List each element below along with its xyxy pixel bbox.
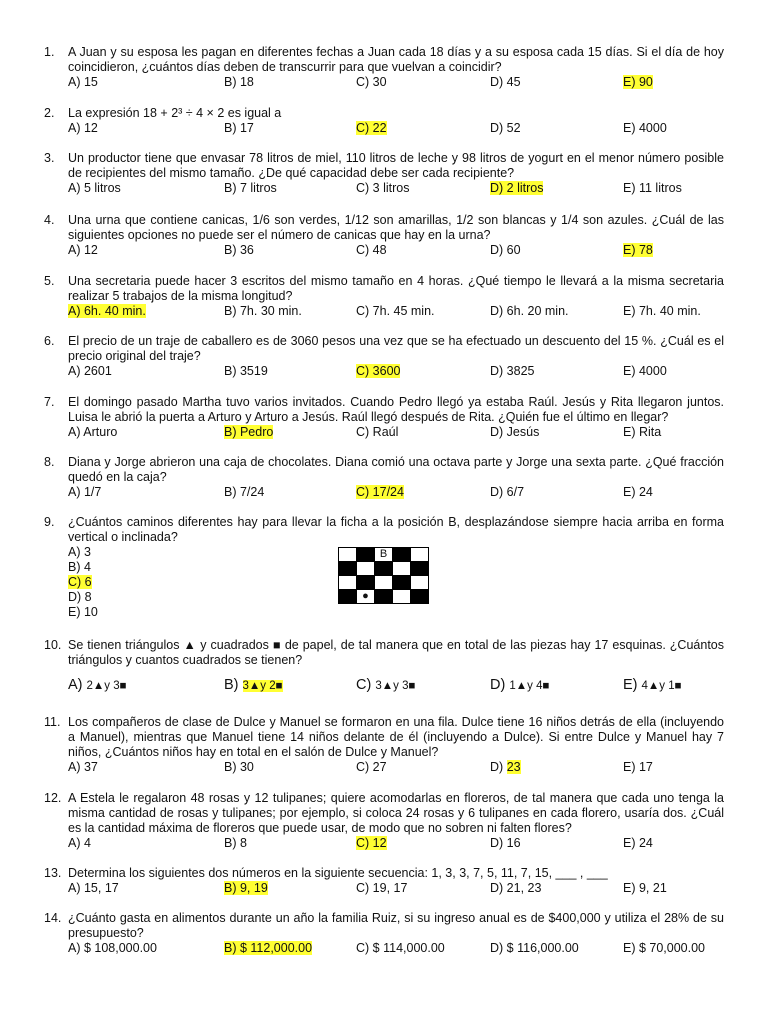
option-d[interactable] <box>490 881 541 896</box>
option-a[interactable] <box>68 678 127 694</box>
option-c[interactable] <box>356 485 404 500</box>
question-number: 2. <box>44 106 55 120</box>
option-d[interactable] <box>490 941 579 956</box>
option-e[interactable] <box>623 243 653 258</box>
option-b[interactable] <box>224 304 302 319</box>
option-label: B) 7h. 30 min. <box>224 304 302 318</box>
grid-cell <box>375 548 393 562</box>
option-label: D) $ 116,000.00 <box>490 941 579 955</box>
option-d[interactable] <box>490 485 524 500</box>
option-value: 4▲y 1■ <box>641 680 682 692</box>
grid-cell <box>375 576 393 590</box>
option-label: A) 1/7 <box>68 485 102 499</box>
option-label: E) 24 <box>623 836 653 850</box>
option-c[interactable] <box>356 181 409 196</box>
option-label: D) 16 <box>490 836 521 850</box>
options-row <box>68 243 724 259</box>
option-label: B) $ 112,000.00 <box>224 941 313 955</box>
option-label: B) 3519 <box>224 364 268 378</box>
question-number: 4. <box>44 213 55 227</box>
option-c[interactable] <box>356 941 445 956</box>
grid-cell <box>339 576 357 590</box>
option-label: E) 17 <box>623 760 653 774</box>
grid-cell <box>339 590 357 604</box>
option-b[interactable] <box>224 678 283 694</box>
option-label: C) 6 <box>68 575 92 589</box>
option-label: A) 37 <box>68 760 98 774</box>
options-row <box>68 425 724 441</box>
option-c[interactable] <box>356 75 387 90</box>
option-label: A) 5 litros <box>68 181 121 195</box>
option-a[interactable] <box>68 243 98 258</box>
grid-cell <box>411 562 429 576</box>
question-text: ¿Cuánto gasta en alimentos durante un año la familia Ruiz, si su ingreso anual es de $400,000 y utiliza el 28% de su presupuesto? <box>68 911 724 940</box>
option-e[interactable] <box>623 678 682 694</box>
question-number: 5. <box>44 274 55 288</box>
question-number: 3. <box>44 151 55 165</box>
option-label: C) $ 114,000.00 <box>356 941 445 955</box>
option-e[interactable] <box>623 881 667 896</box>
option-e[interactable] <box>623 181 682 196</box>
question-number: 1. <box>44 45 55 59</box>
option-c[interactable] <box>356 121 387 136</box>
option-label: A) 3 <box>68 545 91 559</box>
question-text: A Juan y su esposa les pagan en diferentes fechas a Juan cada 18 días y a su esposa cada 15 días. Si el día de hoy coincidieron, ¿cuántos días deben de transcurrir para que vuelvan a coincidir? <box>68 45 724 74</box>
option-label: B) 7/24 <box>224 485 265 499</box>
option-d[interactable] <box>490 181 543 196</box>
options-row <box>68 364 724 380</box>
question-8 <box>44 455 724 501</box>
option-letter: D) <box>490 677 506 693</box>
checkerboard-grid <box>338 547 429 604</box>
option-e[interactable] <box>623 760 653 775</box>
option-d[interactable] <box>490 678 549 694</box>
question-4 <box>44 213 724 259</box>
option-label: E) 90 <box>623 75 653 89</box>
option-a[interactable] <box>68 304 146 319</box>
grid-cell <box>357 576 375 590</box>
grid-cell <box>339 562 357 576</box>
options-row <box>68 678 724 696</box>
question-11 <box>44 715 724 776</box>
option-letter: C) <box>356 677 372 693</box>
question-12 <box>44 791 724 852</box>
option-b[interactable] <box>224 485 264 500</box>
grid-cell <box>393 590 411 604</box>
option-a[interactable] <box>68 364 112 379</box>
option-b[interactable] <box>224 881 268 896</box>
option-label: A) 6h. 40 min. <box>68 304 146 318</box>
question-number: 8. <box>44 455 55 469</box>
grid-cell <box>357 562 375 576</box>
option-value: 3▲y 2■ <box>242 680 283 692</box>
question-2 <box>44 106 724 137</box>
grid-target-label: B <box>379 548 388 560</box>
option-label: D) 45 <box>490 75 521 89</box>
option-d[interactable] <box>490 425 539 440</box>
question-text: Diana y Jorge abrieron una caja de chocolates. Diana comió una octava parte y Jorge una sexta parte. ¿Qué fracción quedó en la caja? <box>68 455 724 484</box>
option-value: 3▲y 3■ <box>375 680 416 692</box>
question-text: Una secretaria puede hacer 3 escritos del mismo tamaño en 4 horas. ¿Qué tiempo le llevará a la misma secretaria realizar 5 trabajos de la misma longitud? <box>68 274 724 303</box>
option-e[interactable] <box>623 75 653 90</box>
options-row <box>68 760 724 776</box>
question-text: Un productor tiene que envasar 78 litros de miel, 110 litros de leche y 98 litros de yogurt en el menor número posible de recipientes del mismo tamaño. ¿De qué capacidad debe ser cada recipiente? <box>68 151 724 180</box>
option-c[interactable] <box>356 425 398 440</box>
option-value: 2▲y 3■ <box>86 680 127 692</box>
option-label: D) Jesús <box>490 425 540 439</box>
option-e[interactable] <box>68 605 724 620</box>
grid-cell <box>357 548 375 562</box>
option-a[interactable] <box>68 181 121 196</box>
option-label: B) 36 <box>224 243 254 257</box>
question-number: 7. <box>44 395 55 409</box>
question-number: 9. <box>44 515 55 529</box>
option-label: E) Rita <box>623 425 662 439</box>
option-label: A) 2601 <box>68 364 112 378</box>
option-c[interactable] <box>356 760 387 775</box>
question-10 <box>44 638 724 696</box>
option-label: D) 3825 <box>490 364 535 378</box>
option-e[interactable] <box>623 304 701 319</box>
question-text: ¿Cuántos caminos diferentes hay para llevar la ficha a la posición B, desplazándose siempre hacia arriba en forma vertical o inclinada? <box>68 515 724 544</box>
option-label: C) 3 litros <box>356 181 410 195</box>
question-text: Los compañeros de clase de Dulce y Manuel se formaron en una fila. Dulce tiene 16 niños detrás de ella (incluyendo a Manuel), mientras que Manuel tiene 14 niños delante de él (incluyendo a Dulce). Si entre Dulce y Manuel hay 7 niños, ¿Cuántos niños hay en total en el salón de Dulce y Manuel? <box>68 715 724 759</box>
options-row <box>68 836 724 852</box>
option-c[interactable] <box>356 304 435 319</box>
option-d[interactable] <box>490 364 534 379</box>
grid-cell <box>393 576 411 590</box>
option-label: C) 48 <box>356 243 387 257</box>
question-5 <box>44 274 724 320</box>
option-label: A) 12 <box>68 121 98 135</box>
option-e[interactable] <box>623 364 667 379</box>
question-text: A Estela le regalaron 48 rosas y 12 tulipanes; quiere acomodarlas en floreros, de tal manera que cada uno tenga la misma cantidad de rosas y tulipanes; por ejemplo, si coloca 24 rosas y 6 tulipanes en cada florero, usaría dos. ¿Cuál es la cantidad máxima de floreros que puede usar, de modo que no sobren ni falten flores? <box>68 791 724 835</box>
options-row <box>68 485 724 501</box>
option-label: C) Raúl <box>356 425 399 439</box>
grid-cell <box>339 548 357 562</box>
option-label: B) 8 <box>224 836 247 850</box>
option-label: B) 17 <box>224 121 254 135</box>
question-14 <box>44 911 724 957</box>
option-label: A) 12 <box>68 243 98 257</box>
option-value: 1▲y 4■ <box>509 680 550 692</box>
option-label: D) 6/7 <box>490 485 525 499</box>
option-label: D) 21, 23 <box>490 881 542 895</box>
option-label: D) 6h. 20 min. <box>490 304 569 318</box>
option-d[interactable] <box>490 304 569 319</box>
option-label: B) 4 <box>68 560 91 574</box>
option-d[interactable] <box>490 75 521 90</box>
option-a[interactable] <box>68 941 157 956</box>
option-label: B) 18 <box>224 75 254 89</box>
options-row <box>68 75 724 91</box>
question-6 <box>44 334 724 380</box>
option-label: D) <box>490 760 504 774</box>
option-c[interactable] <box>356 678 415 694</box>
option-letter: B) <box>224 677 239 693</box>
option-label: C) 27 <box>356 760 387 774</box>
option-label: B) 9, 19 <box>224 881 268 895</box>
option-d[interactable] <box>490 760 521 775</box>
grid-cell <box>357 590 375 604</box>
option-label: B) 7 litros <box>224 181 277 195</box>
option-e[interactable] <box>623 425 661 440</box>
option-c[interactable] <box>356 364 400 379</box>
options-row <box>68 181 724 197</box>
option-label: C) 7h. 45 min. <box>356 304 435 318</box>
option-label: A) 4 <box>68 836 91 850</box>
option-label: E) 7h. 40 min. <box>623 304 701 318</box>
option-answer: 23 <box>506 760 521 774</box>
option-label: E) 24 <box>623 485 653 499</box>
options-row <box>68 304 724 320</box>
option-letter: E) <box>623 677 638 693</box>
option-d[interactable] <box>490 121 521 136</box>
grid-cell <box>393 548 411 562</box>
question-number: 11. <box>44 715 61 729</box>
option-label: E) 10 <box>68 605 98 619</box>
question-number: 10. <box>44 638 62 652</box>
option-label: E) 78 <box>623 243 653 257</box>
option-label: C) 12 <box>356 836 387 850</box>
option-e[interactable] <box>623 836 653 851</box>
option-a[interactable] <box>68 760 98 775</box>
question-text: El precio de un traje de caballero es de 3060 pesos una vez que se ha efectuado un descuento del 15 %. ¿Cuál es el precio original del traje? <box>68 334 724 363</box>
option-e[interactable] <box>623 485 653 500</box>
option-e[interactable] <box>623 941 705 956</box>
option-label: A) 15, 17 <box>68 881 119 895</box>
grid-cell <box>411 548 429 562</box>
option-label: E) 9, 21 <box>623 881 667 895</box>
option-d[interactable] <box>490 243 521 258</box>
question-7 <box>44 395 724 441</box>
grid-cell <box>393 562 411 576</box>
option-label: C) 19, 17 <box>356 881 408 895</box>
option-c[interactable] <box>356 881 407 896</box>
option-label: D) 52 <box>490 121 521 135</box>
question-number: 12. <box>44 791 62 805</box>
options-row <box>68 941 724 957</box>
question-3 <box>44 151 724 197</box>
grid-cell <box>411 590 429 604</box>
question-number: 14. <box>44 911 62 925</box>
option-label: D) 2 litros <box>490 181 544 195</box>
option-b[interactable] <box>224 836 247 851</box>
option-label: E) $ 70,000.00 <box>623 941 706 955</box>
option-b[interactable] <box>224 425 273 440</box>
option-a[interactable] <box>68 881 119 896</box>
option-e[interactable] <box>623 121 667 136</box>
option-b[interactable] <box>224 181 277 196</box>
grid-piece: ● <box>362 590 369 602</box>
option-b[interactable] <box>224 941 312 956</box>
option-b[interactable] <box>224 75 254 90</box>
options-row <box>68 881 724 897</box>
option-a[interactable] <box>68 121 98 136</box>
question-13 <box>44 866 724 897</box>
option-a[interactable] <box>68 425 117 440</box>
option-label: B) Pedro <box>224 425 274 439</box>
option-b[interactable] <box>224 243 254 258</box>
question-number: 13. <box>44 866 62 880</box>
question-9 <box>44 515 724 620</box>
option-label: A) Arturo <box>68 425 118 439</box>
option-a[interactable] <box>68 836 91 851</box>
option-d[interactable] <box>490 836 521 851</box>
option-label: E) 4000 <box>623 121 667 135</box>
option-label: B) 30 <box>224 760 254 774</box>
option-label: D) 8 <box>68 590 92 604</box>
option-b[interactable] <box>224 121 254 136</box>
option-label: A) $ 108,000.00 <box>68 941 157 955</box>
option-c[interactable] <box>356 243 387 258</box>
grid-cell <box>375 590 393 604</box>
grid-cell <box>375 562 393 576</box>
question-text: La expresión 18 + 2³ ÷ 4 × 2 es igual a <box>68 106 282 120</box>
option-label: C) 17/24 <box>356 485 404 499</box>
question-1 <box>44 45 724 91</box>
option-letter: A) <box>68 677 83 693</box>
question-number: 6. <box>44 334 55 348</box>
grid-cell <box>411 576 429 590</box>
option-label: E) 4000 <box>623 364 667 378</box>
option-label: C) 3600 <box>356 364 401 378</box>
option-a[interactable] <box>68 485 101 500</box>
option-label: D) 60 <box>490 243 521 257</box>
options-row <box>68 121 724 137</box>
option-c[interactable] <box>356 836 387 851</box>
option-label: C) 22 <box>356 121 387 135</box>
question-text: El domingo pasado Martha tuvo varios invitados. Cuando Pedro llegó ya estaba Raúl. Jesús y Rita llegaron juntos. Luisa le abrió la puerta a Arturo y Arturo a Jesús. Raúl llegó después de Rita. ¿Quién fue el último en llegar? <box>68 395 724 424</box>
option-label: A) 15 <box>68 75 98 89</box>
option-b[interactable] <box>224 760 254 775</box>
option-label: E) 11 litros <box>623 181 682 195</box>
question-text: Determina los siguientes dos números en la siguiente secuencia: 1, 3, 3, 7, 5, 11, 7, 15, ___ , ___ <box>68 866 608 880</box>
question-text: Se tienen triángulos ▲ y cuadrados ■ de papel, de tal manera que en total de las piezas hay 17 esquinas. ¿Cuántos triángulos y cuantos cuadrados se tienen? <box>68 638 724 667</box>
question-text: Una urna que contiene canicas, 1/6 son verdes, 1/12 son amarillas, 1/2 son blancas y 1/4 son azules. ¿Cuál de las siguientes opciones no puede ser el número de canicas que hay en la urna? <box>68 213 724 242</box>
option-b[interactable] <box>224 364 268 379</box>
option-a[interactable] <box>68 75 98 90</box>
option-label: C) 30 <box>356 75 387 89</box>
